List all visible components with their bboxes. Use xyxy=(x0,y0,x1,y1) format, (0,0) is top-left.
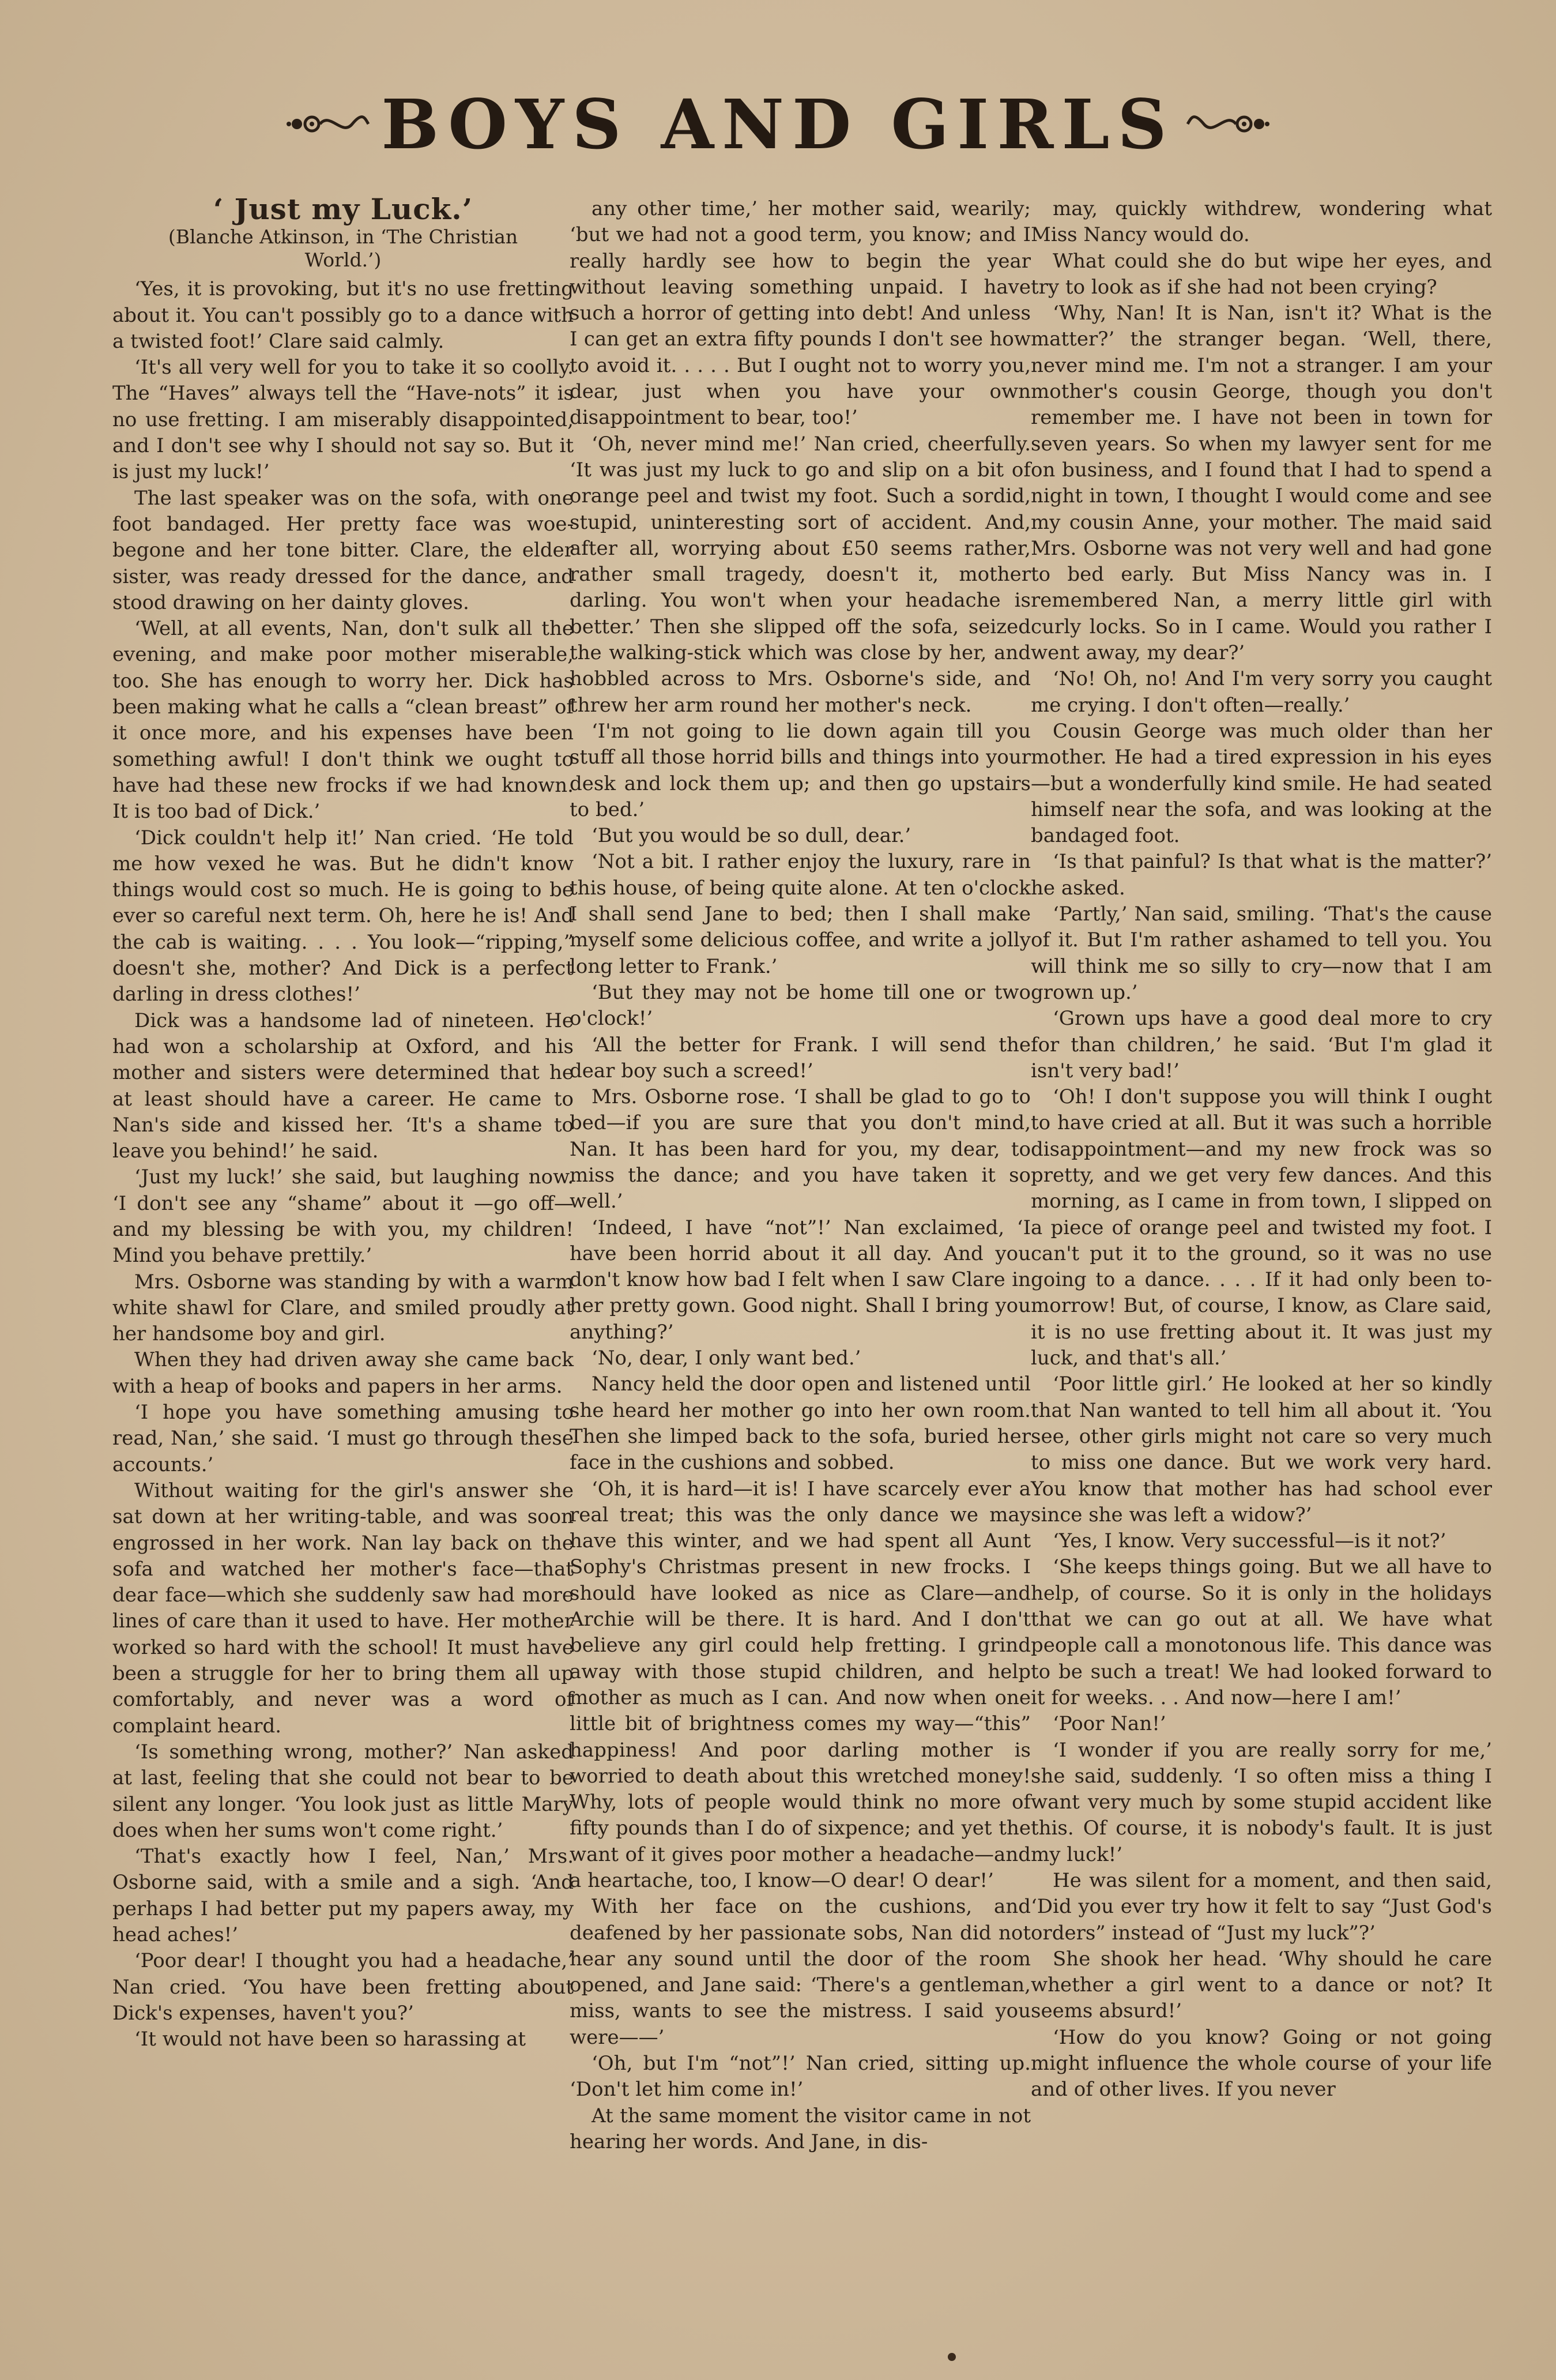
paragraph: ‘It's all very well for you to take it so coolly. The “Haves” always tell the “Have-nots” it is no use fretting. I am miserably disappointed, and I don't see why I should not say so. But it is just my luck!’ xyxy=(112,356,574,484)
scroll-ornament-left-icon xyxy=(284,107,371,141)
paragraph: ‘She keeps things going. But we all have to help, of course. So it is only in the holidays that we can go out at all. We have what people call a monotonous life. This dance was to be such a treat! We had looked forward to it for weeks. . . And now—here I am!’ xyxy=(1031,1555,1492,1709)
paragraph: ‘But they may not be home till one or two o'clock!’ xyxy=(570,980,1031,1031)
paragraph: ‘Partly,’ Nan said, smiling. ‘That's the cause of it. But I'm rather ashamed to tell you. You will think me so silly to cry—now that I am grown up.’ xyxy=(1031,903,1492,1004)
column-1-body xyxy=(112,276,574,2052)
column-2 xyxy=(570,196,1031,2155)
paragraph: The last speaker was on the sofa, with one foot bandaged. Her pretty face was woe-begone and her tone bitter. Clare, the elder sister, was ready dressed for the dance, and stood drawing on her dainty gloves. xyxy=(112,486,574,614)
paragraph: She shook her head. ‘Why should he care whether a girl went to a dance or not? It seems absurd!’ xyxy=(1031,1947,1492,2023)
scroll-ornament-right-icon xyxy=(1185,107,1272,141)
paragraph: Dick was a handsome lad of nineteen. He had won a scholarship at Oxford, and his mother and sisters were determined that he at least should have a career. He came to Nan's side and kissed her. ‘It's a shame to leave you behind!’ he said. xyxy=(112,1009,574,1163)
paragraph: ‘That's exactly how I feel, Nan,’ Mrs. Osborne said, with a smile and a sigh. ‘And perhaps I had better put my papers away, my head aches!’ xyxy=(112,1845,574,1946)
paragraph: Nancy held the door open and listened until she heard her mother go into her own room. Then she limped back to the sofa, buried her face in the cushions and sobbed. xyxy=(570,1373,1031,1475)
section-heading: BOYS AND GIRLS xyxy=(381,84,1175,164)
paragraph: With her face on the cushions, and deafened by her passionate sobs, Nan did not hear any sound until the door of the room opened, and Jane said: ‘There's a gentleman, miss, wants to see the mistress. I said you were——’ xyxy=(570,1895,1031,2049)
paragraph: ‘Poor little girl.’ He looked at her so kindly that Nan wanted to tell him all about it. ‘You see, other girls might not care so very much to miss one dance. But we work very hard. You know that mother has had school ever since she was left a widow?’ xyxy=(1031,1373,1492,1526)
paragraph: any other time,’ her mother said, wearily; ‘but we had not a good term, you know; and I really hardly see how to begin the year without leaving something unpaid. I have such a horror of getting into debt! And unless I can get an extra fifty pounds I don't see how to avoid it. . . . . But I ought not to worry you, dear, just when you have your own disappointment to bear, too!’ xyxy=(570,197,1031,430)
paragraph: At the same moment the visitor came in not hearing her words. And Jane, in dis- xyxy=(570,2104,1031,2153)
paragraph: ‘Yes, it is provoking, but it's no use fretting about it. You can't possibly go to a dance with a twisted foot!’ Clare said calmly. xyxy=(112,277,574,353)
column-3-body xyxy=(1031,196,1492,2103)
paragraph: ‘I'm not going to lie down again till you stuff all those horrid bills and things into your desk and lock them up; and then go upstairs to bed.’ xyxy=(570,719,1031,821)
masthead xyxy=(0,69,1556,179)
paragraph: may, quickly withdrew, wondering what Miss Nancy would do. xyxy=(1031,197,1492,247)
paragraph: ‘I hope you have something amusing to read, Nan,’ she said. ‘I must go through these accounts.’ xyxy=(112,1401,574,1476)
paragraph: ‘Why, Nan! It is Nan, isn't it? What is the matter?’ the stranger began. ‘Well, there, never mind me. I'm not a stranger. I am your mother's cousin George, though you don't remember me. I have not been in town for seven years. So when my lawyer sent for me on business, and I found that I had to spend a night in town, I thought I would come and see my cousin Anne, your mother. The maid said Mrs. Osborne was not very well and had gone to bed early. But Miss Nancy was in. I remembered Nan, a merry little girl with curly locks. So in I came. Would you rather I went away, my dear?’ xyxy=(1031,302,1492,665)
paragraph: Mrs. Osborne was standing by with a warm white shawl for Clare, and smiled proudly at her handsome boy and girl. xyxy=(112,1270,574,1346)
paragraph: ‘Oh, it is hard—it is! I have scarcely ever a real treat; this was the only dance we may have this winter, and we had spent all Aunt Sophy's Christmas present in new frocks. I should have looked as nice as Clare—and Archie will be there. It is hard. And I don't believe any girl could help fretting. I grind away with those stupid children, and help mother as much as I can. And now when one little bit of brightness comes my way—“this” happiness! And poor darling mother is worried to death about this wretched money! Why, lots of people would think no more of fifty pounds than I do of sixpence; and yet the want of it gives poor mother a headache—and a heartache, too, I know—O dear! O dear!’ xyxy=(570,1477,1031,1892)
paragraph: Mrs. Osborne rose. ‘I shall be glad to go to bed—if you are sure that you don't mind, Nan. It has been hard for you, my dear, to miss the dance; and you have taken it so well.’ xyxy=(570,1085,1031,1213)
paragraph: ‘Oh! I don't suppose you will think I ought to have cried at all. But it was such a horrible disappointment—and my new frock was so pretty, and we get very few dances. And this morning, as I came in from town, I slipped on a piece of orange peel and twisted my foot. I can't put it to the ground, so it was no use going to a dance. . . . If it had only been to-morrow! But, of course, I know, as Clare said, it is no use fretting about it. It was just my luck, and that's all.’ xyxy=(1031,1085,1492,1370)
paragraph: ‘Not a bit. I rather enjoy the luxury, rare in this house, of being quite alone. At ten o'clock I shall send Jane to bed; then I shall make myself some delicious coffee, and write a jolly long letter to Frank.’ xyxy=(570,850,1031,978)
paragraph: ‘No! Oh, no! And I'm very sorry you caught me crying. I don't often—really.’ xyxy=(1031,667,1492,717)
story-title: ‘ Just my Luck.’ xyxy=(213,192,473,226)
column-1 xyxy=(112,192,574,2052)
paragraph: ‘Yes, I know. Very successful—is it not?’ xyxy=(1053,1529,1446,1553)
paragraph: What could she do but wipe her eyes, and try to look as if she had not been crying? xyxy=(1031,249,1492,299)
paragraph: ‘Is that painful? Is that what is the matter?’ he asked. xyxy=(1031,850,1492,900)
paragraph: He was silent for a moment, and then said, ‘Did you ever try how it felt to say “Just God's orders” instead of “Just my luck”?’ xyxy=(1031,1869,1492,1945)
paragraph: ‘Dick couldn't help it!’ Nan cried. ‘He told me how vexed he was. But he didn't know things would cost so much. He is going to be ever so careful next term. Oh, here he is! And the cab is waiting. . . . You look—“ripping,” doesn't she, mother? And Dick is a perfect darling in dress clothes!’ xyxy=(112,826,574,1006)
paragraph: ‘Poor dear! I thought you had a headache,’ Nan cried. ‘You have been fretting about Dick's expenses, haven't you?’ xyxy=(112,1949,574,2025)
paragraph: ‘Oh, but I'm “not”!’ Nan cried, sitting up. ‘Don't let him come in!’ xyxy=(570,2052,1031,2101)
paragraph: ‘How do you know? Going or not going might influence the whole course of your life and of other lives. If you never xyxy=(1031,2025,1492,2101)
paragraph: Without waiting for the girl's answer she sat down at her writing-table, and was soon engrossed in her work. Nan lay back on the sofa and watched her mother's face—that dear face—which she suddenly saw had more lines of care than it used to have. Her mother worked so hard with the school! It must have been a struggle for her to bring them all up comfortably, and never was a word of complaint heard. xyxy=(112,1479,574,1738)
story-byline: (Blanche Atkinson, in ‘The Christian World.’) xyxy=(168,225,518,272)
paragraph: ‘Is something wrong, mother?’ Nan asked at last, feeling that she could not bear to be silent any longer. ‘You look just as little Mary does when her sums won't come right.’ xyxy=(112,1740,574,1842)
column-3 xyxy=(1031,196,1492,2103)
paragraph: ‘I wonder if you are really sorry for me,’ she said, suddenly. ‘I so often miss a thing I want very much by some stupid accident like this. Of course, it is nobody's fault. It is just my luck!’ xyxy=(1031,1738,1492,1866)
paragraph: ‘Poor Nan!’ xyxy=(1053,1712,1166,1736)
page-mark-dot xyxy=(948,2353,956,2361)
paragraph: ‘Oh, never mind me!’ Nan cried, cheerfully. ‘It was just my luck to go and slip on a bit of orange peel and twist my foot. Such a sordid, stupid, uninteresting sort of accident. And, after all, worrying about £50 seems rather, rather small tragedy, doesn't it, mother darling. You won't when your headache is better.’ Then she slipped off the sofa, seized the walking-stick which was close by her, and hobbled across to Mrs. Osborne's side, and threw her arm round her mother's neck. xyxy=(570,432,1031,717)
paragraph: ‘Grown ups have a good deal more to cry for than children,’ he said. ‘But I'm glad it isn't very bad!’ xyxy=(1031,1007,1492,1082)
paragraph: ‘Well, at all events, Nan, don't sulk all the evening, and make poor mother miserable, too. She has enough to worry her. Dick has been making what he calls a “clean breast” of it once more, and his expenses have been something awful! I don't think we ought to have had these new frocks if we had known. It is too bad of Dick.’ xyxy=(112,617,574,824)
paragraph: ‘No, dear, I only want bed.’ xyxy=(591,1347,861,1370)
column-2-body xyxy=(570,196,1031,2155)
paragraph: ‘But you would be so dull, dear.’ xyxy=(591,824,911,848)
paragraph: When they had driven away she came back with a heap of books and papers in her arms. xyxy=(112,1348,574,1398)
paragraph: ‘Indeed, I have “not”!’ Nan exclaimed, ‘I have been horrid about it all day. And you don't know how bad I felt when I saw Clare in her pretty gown. Good night. Shall I bring you anything?’ xyxy=(570,1216,1031,1344)
paragraph: ‘It would not have been so harassing at xyxy=(134,2028,526,2051)
paragraph: ‘Just my luck!’ she said, but laughing now. ‘I don't see any “shame” about it —go off—and my blessing be with you, my children! Mind you behave prettily.’ xyxy=(112,1165,574,1268)
paragraph: Cousin George was much older than her mother. He had a tired expression in his eyes—but a wonderfully kind smile. He had seated himself near the sofa, and was looking at the bandaged foot. xyxy=(1031,719,1492,848)
paragraph: ‘All the better for Frank. I will send the dear boy such a screed!’ xyxy=(570,1033,1031,1082)
